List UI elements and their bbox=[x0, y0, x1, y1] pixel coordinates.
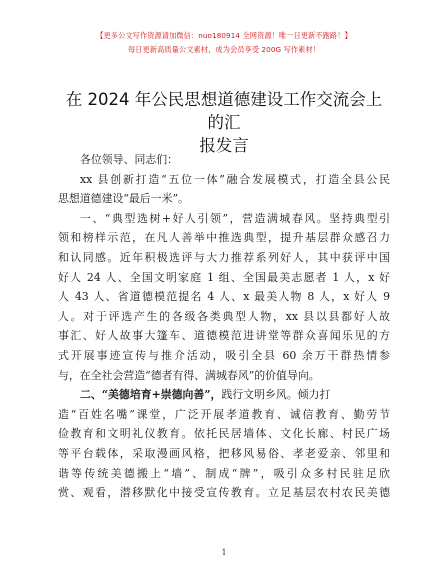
section2-first-line bbox=[58, 385, 390, 405]
section2-line: 造“百姓名嘴”课堂，广泛开展孝道教育、诚信教育、勤劳节 bbox=[58, 407, 390, 421]
section2-line: 赏、观看，潜移默化中接受宣传教育。立足基层农村农民美德 bbox=[58, 486, 390, 500]
section1-line: 事汇、好人故事大篷车、道德模范进讲堂等群众喜闻乐见的方 bbox=[58, 329, 390, 343]
section2-heading: 二、“美德培育+崇德向善”， bbox=[80, 388, 222, 402]
section2-line: 等平台载体，采取漫画风格，把移风易俗、孝老爱亲、邻里和 bbox=[58, 446, 390, 460]
document-title-line-1: 在 2024 年公民思想道德建设工作交流会上的汇 bbox=[65, 90, 383, 132]
section1-line: 和认同感。近年积极选评与大力推荐系列好人，其中获评中国 bbox=[58, 250, 390, 264]
section1-line: 领和榜样示范，在凡人善举中推选典型，提升基层群众感召力 bbox=[58, 231, 390, 245]
document-title bbox=[58, 88, 390, 157]
section2-line: 谐等传统美德搬上“墙”、制成“牌”，吸引众多村民驻足欣 bbox=[58, 466, 390, 480]
document-body bbox=[58, 150, 390, 503]
section1-line: 好人 24 人、全国文明家庭 1 组、全国最美志愿者 1 人，x 好 bbox=[58, 270, 390, 284]
section2-heading-rest: 践行文明乡风。倾力打 bbox=[221, 388, 331, 402]
document-title-line-2: 报发言 bbox=[199, 136, 249, 155]
promo-banner-line-1: 【更多公文写作资源请加微信：nuo180914 全网资源！唯一日更新不跑路！】 bbox=[96, 31, 352, 40]
salutation: 各位领导、同志们： bbox=[80, 153, 179, 166]
intro-line: 思想道德建设“最后一米”。 bbox=[58, 192, 189, 206]
section1-line: 人 43 人、省道德模范提名 4 人、x 最美人物 8 人，x 好人 9 bbox=[58, 290, 390, 304]
section2-line: 俭教育和文明礼仪教育。依托民居墙体、文化长廊、村民广场 bbox=[58, 427, 390, 441]
page-number: 1 bbox=[221, 548, 227, 557]
section1-line: 式开展事迹宣传与推介活动，吸引全县 60 余万干群热情参 bbox=[58, 348, 390, 362]
promo-banner-line-2: 每日更新高质量公文素材，成为会员享受 200G 写作素材！ bbox=[127, 45, 321, 54]
section1-line: 人。对于评选产生的各级各类典型人物，xx 县以县都好人故 bbox=[58, 309, 390, 323]
section1-line: 一、“典型选树+好人引领”，营造满城春风。坚持典型引 bbox=[80, 211, 390, 225]
section1-line: 与，在全社会营造“德者有得、满城春风”的价值导向。 bbox=[58, 368, 320, 382]
intro-line: xx 县创新打造“五位一体”融合发展模式，打造全县公民 bbox=[80, 172, 390, 186]
